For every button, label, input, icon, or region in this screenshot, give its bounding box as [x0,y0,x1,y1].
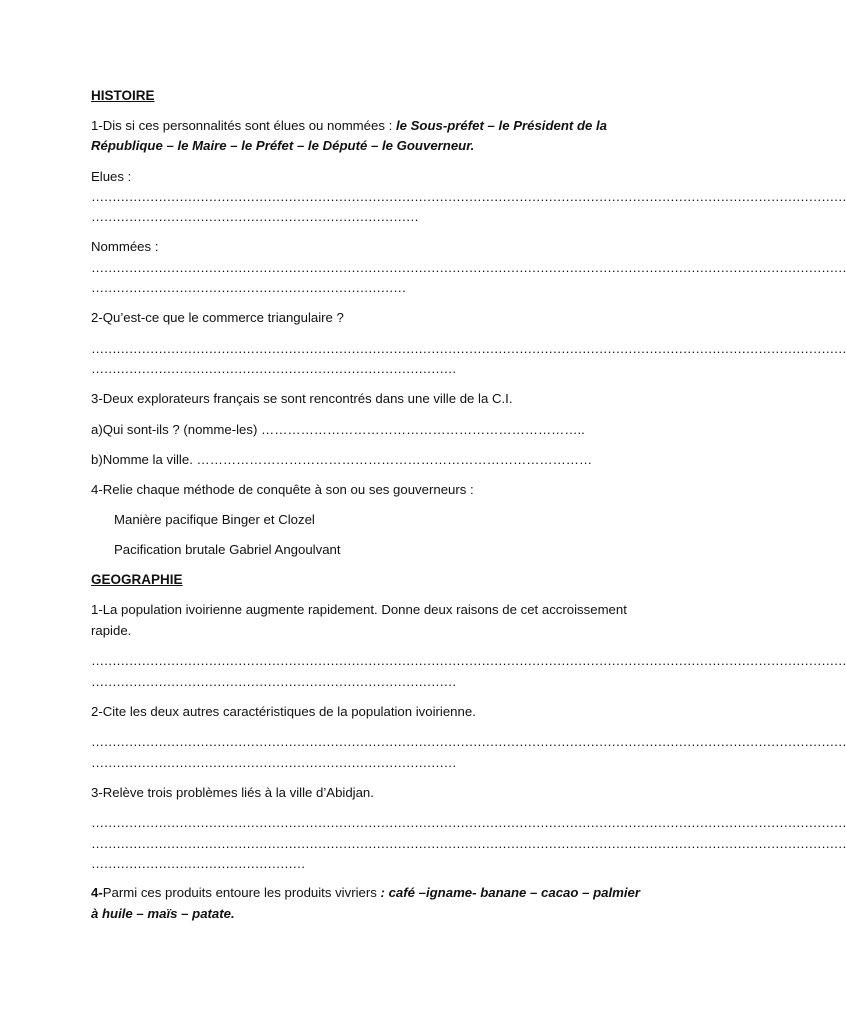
nommees-answer-line-2[interactable]: ………………………………………………………………… [91,280,406,295]
histoire-q3-text: 3-Deux explorateurs français se sont rencontrés dans une ville de la C.I. [91,391,513,406]
geographie-heading: GEOGRAPHIE [91,572,183,587]
histoire-q1-items-2: République – le Maire – le Préfet – le Député – le Gouverneur. [91,138,475,153]
histoire-q1-prefix: 1-Dis si ces personnalités sont élues ou nommées : [91,118,396,133]
geographie-q4-prefix: Parmi ces produits entoure les produits vivriers [102,885,381,900]
histoire-q2-answer-line-1[interactable]: ……………………………………………………………………………………………………………………………………………………………… [91,341,846,356]
geographie-q4-items-2: à huile – maïs – patate. [91,906,235,921]
histoire-q3a[interactable]: a)Qui sont-ils ? (nomme-les) ……………………………………………………………….. [91,422,585,437]
geographie-q2-answer-line-1[interactable]: ……………………………………………………………………………………………………………………………………………………………… [91,734,846,749]
geographie-q3-answer-line-1[interactable]: ……………………………………………………………………………………………………………………………………………………………… [91,815,846,830]
geographie-q4-line1 [91,883,671,903]
elues-answer-line-2[interactable]: …………………………………………………………………… [91,209,419,224]
geographie-q2-answer-line-2[interactable]: …………………………………………………………………………… [91,755,457,770]
histoire-q4-text: 4-Relie chaque méthode de conquête à son ou ses gouverneurs : [91,482,474,497]
histoire-q1-items-1: le Sous-préfet – le Président de la [395,118,608,133]
geographie-q3-answer-line-3[interactable]: …………………………………………… [91,856,305,871]
geographie-q1-answer-line-2[interactable]: …………………………………………………………………………… [91,674,457,689]
histoire-q3b[interactable]: b)Nomme la ville. ……………………………………………………………………………… [91,452,593,467]
histoire-q2-text: 2-Qu’est-ce que le commerce triangulaire ? [91,310,344,325]
elues-answer-line-1[interactable]: ……………………………………………………………………………………………………………………………………………………………… [91,189,846,204]
histoire-q4-row-2[interactable]: Pacification brutale Gabriel Angoulvant [114,542,341,557]
histoire-q1-line1 [91,116,671,136]
elues-label: Elues : [91,169,132,184]
histoire-heading: HISTOIRE [91,88,155,103]
nommees-label: Nommées : [91,239,159,254]
geographie-q3-answer-line-2[interactable]: ……………………………………………………………………………………………………………………………………………………………… [91,836,846,851]
histoire-q2-answer-line-2[interactable]: …………………………………………………………………………… [91,361,457,376]
nommees-answer-line-1[interactable]: ……………………………………………………………………………………………………………………………………………………………… [91,260,846,275]
geographie-q4-number: 4- [91,885,103,900]
geographie-q4-items-1: : café –igname- banane – cacao – palmier [380,885,640,900]
geographie-q1-text-2: rapide. [91,623,132,638]
histoire-q4-row-1[interactable]: Manière pacifique Binger et Clozel [114,512,315,527]
geographie-q3-text: 3-Relève trois problèmes liés à la ville d’Abidjan. [91,785,374,800]
geographie-q1-text-1: 1-La population ivoirienne augmente rapidement. Donne deux raisons de cet accroissement [91,602,627,617]
geographie-q1-answer-line-1[interactable]: ……………………………………………………………………………………………………………………………………………………………… [91,653,846,668]
geographie-q2-text: 2-Cite les deux autres caractéristiques de la population ivoirienne. [91,704,476,719]
